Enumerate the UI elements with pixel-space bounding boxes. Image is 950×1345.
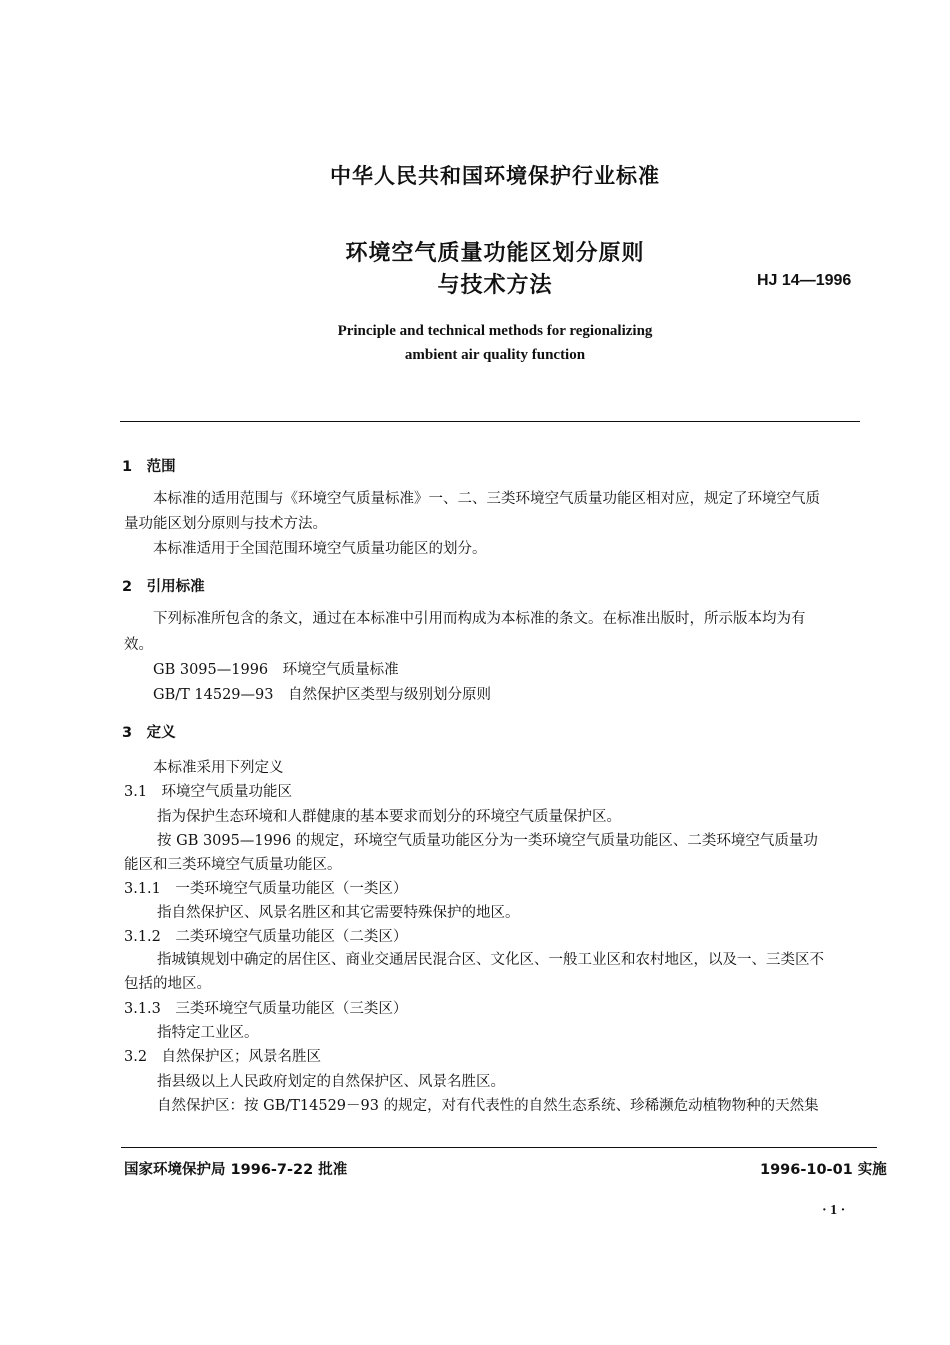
english-title-line1: Principle and technical methods for regionalizing <box>337 323 653 339</box>
footer-divider <box>121 1147 877 1148</box>
paragraph-line: 包括的地区。 <box>124 976 211 992</box>
document-title-line2: 与技术方法 <box>437 273 553 298</box>
paragraph-line: 按 GB 3095—1996 的规定，环境空气质量功能区分为一类环境空气质量功能区、二类环境空气质量功 <box>157 833 818 849</box>
paragraph-line: 本标准适用于全国范围环境空气质量功能区的划分。 <box>153 541 487 557</box>
effective-date: 1996-10-01 实施 <box>760 1162 887 1178</box>
paragraph-line: 指县级以上人民政府划定的自然保护区、风景名胜区。 <box>157 1074 505 1090</box>
paragraph-line: 量功能区划分原则与技术方法。 <box>124 516 327 532</box>
paragraph-line: 效。 <box>124 637 153 653</box>
clause-heading: 3.1.3 三类环境空气质量功能区（三类区） <box>124 1001 408 1017</box>
paragraph-line: 本标准采用下列定义 <box>153 760 284 776</box>
page-number: · 1 · <box>822 1203 846 1218</box>
paragraph-line: 自然保护区：按 GB/T14529－93 的规定，对有代表性的自然生态系统、珍稀濒危动植物物种的天然集 <box>157 1098 819 1114</box>
clause-heading: 3.1 环境空气质量功能区 <box>124 784 293 800</box>
paragraph-line: 指为保护生态环境和人群健康的基本要求而划分的环境空气质量保护区。 <box>157 809 621 825</box>
paragraph-line: 指自然保护区、风景名胜区和其它需要特殊保护的地区。 <box>157 905 520 921</box>
section-heading-definitions: 3 定义 <box>122 725 176 741</box>
paragraph-line: 指城镇规划中确定的居住区、商业交通居民混合区、文化区、一般工业区和农村地区，以及一、三类区不 <box>157 952 824 968</box>
clause-heading: 3.1.2 二类环境空气质量功能区（二类区） <box>124 929 408 945</box>
reference-item: GB 3095—1996 环境空气质量标准 <box>153 662 399 678</box>
paragraph-line: 下列标准所包含的条文，通过在本标准中引用而构成为本标准的条文。在标准出版时，所示版本均为有 <box>153 611 806 627</box>
paragraph-line: 指特定工业区。 <box>157 1025 259 1041</box>
paragraph-line: 本标准的适用范围与《环境空气质量标准》一、二、三类环境空气质量功能区相对应，规定了环境空气质 <box>153 491 820 507</box>
section-heading-references: 2 引用标准 <box>122 579 205 595</box>
english-title-line2: ambient air quality function <box>404 347 586 363</box>
clause-heading: 3.1.1 一类环境空气质量功能区（一类区） <box>124 881 408 897</box>
header-divider <box>120 421 860 422</box>
approval-statement: 国家环境保护局 1996-7-22 批准 <box>124 1162 348 1178</box>
section-heading-scope: 1 范围 <box>122 459 176 475</box>
paragraph-line: 能区和三类环境空气质量功能区。 <box>124 857 342 873</box>
document-title-line1: 环境空气质量功能区划分原则 <box>345 241 645 266</box>
reference-item: GB/T 14529—93 自然保护区类型与级别划分原则 <box>153 687 491 703</box>
standard-category-title: 中华人民共和国环境保护行业标准 <box>330 164 660 188</box>
standard-number: HJ 14—1996 <box>757 272 852 289</box>
clause-heading: 3.2 自然保护区；风景名胜区 <box>124 1049 322 1065</box>
